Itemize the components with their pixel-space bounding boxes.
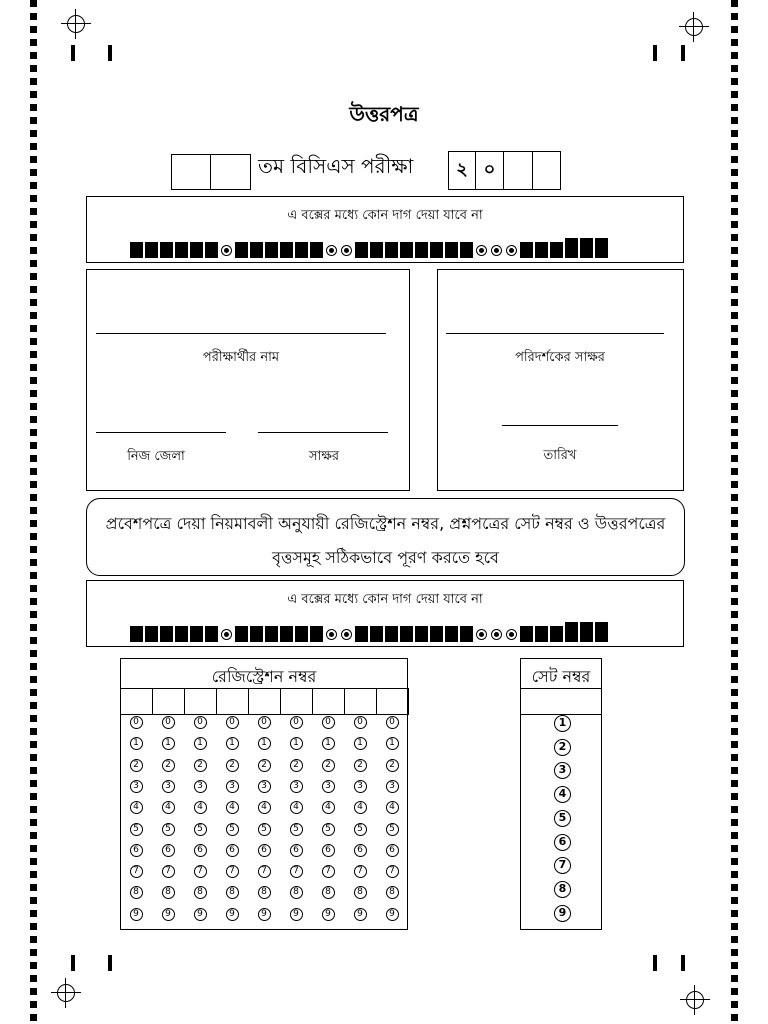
registration-bubble[interactable]: 3 [130,780,143,793]
set-number-bubble[interactable]: 7 [554,857,571,874]
instruction-line-1: প্রবেশপত্রে দেয়া নিয়মাবলী অনুযায়ী রেজিস্ট্রেশন নম্বর, প্রশ্নপত্রের সেট নম্বর ও উত্তরপত্রের [105,514,666,533]
barcode-bar [445,242,458,258]
barcode-top [130,238,608,258]
barcode-bar [520,242,533,258]
barcode-circle [326,629,337,640]
registration-bubble[interactable]: 2 [226,759,239,772]
set-number-bubble[interactable]: 1 [554,715,571,732]
registration-entry-cell[interactable] [120,688,153,715]
registration-bubble[interactable]: 8 [290,886,303,899]
registration-bubble[interactable]: 0 [130,716,143,729]
registration-mark-top-right [679,12,709,42]
candidate-signature-label: সাক্ষর [308,449,340,464]
registration-bubble[interactable]: 1 [130,737,143,750]
barcode-bar [160,242,173,258]
registration-bubble[interactable]: 3 [194,780,207,793]
alignment-tick [681,955,685,971]
barcode-bar [280,242,293,258]
registration-bubble[interactable]: 8 [226,886,239,899]
barcode-bar [145,626,158,642]
registration-bubble[interactable]: 6 [162,844,175,857]
registration-bubble[interactable]: 3 [322,780,335,793]
alignment-tick [71,45,75,61]
barcode-circle [326,245,337,256]
registration-bubble[interactable]: 0 [226,716,239,729]
barcode-circle [221,245,232,256]
instruction-line-2: বৃত্তসমূহ সঠিকভাবে পূরণ করতে হবে [272,548,499,567]
registration-bubble[interactable]: 4 [194,801,207,814]
barcode-bar [580,622,593,642]
registration-bubble[interactable]: 6 [130,844,143,857]
barcode-bar [295,626,308,642]
year-digit-box[interactable]: ২ [448,151,476,190]
registration-bubble[interactable]: 1 [226,737,239,750]
registration-bubble[interactable]: 3 [258,780,271,793]
registration-bubble[interactable]: 5 [290,823,303,836]
registration-bubble[interactable]: 7 [162,865,175,878]
registration-bubble[interactable]: 0 [162,716,175,729]
registration-entry-cell[interactable] [344,688,377,715]
alignment-tick [653,955,657,971]
barcode-circle [221,629,232,640]
barcode-bar [310,626,323,642]
registration-bubble[interactable]: 6 [226,844,239,857]
registration-bubble[interactable]: 4 [386,801,399,814]
invigilator-signature-label: পরিদর্শকের সাক্ষর [515,350,605,365]
registration-bubble[interactable]: 4 [162,801,175,814]
registration-mark-bottom-right [680,985,710,1015]
registration-bubble[interactable]: 8 [354,886,367,899]
barcode-bar [265,626,278,642]
registration-bubble[interactable]: 2 [258,759,271,772]
barcode-bar [385,242,398,258]
registration-bubble[interactable]: 3 [162,780,175,793]
registration-bubble[interactable]: 4 [354,801,367,814]
barcode-bar [310,242,323,258]
registration-bubble[interactable]: 6 [354,844,367,857]
registration-bubble[interactable]: 8 [258,886,271,899]
registration-bubble[interactable]: 5 [258,823,271,836]
barcode-circle [491,245,502,256]
barcode-bar [385,626,398,642]
date-line[interactable] [502,425,618,426]
registration-bubble[interactable]: 4 [226,801,239,814]
registration-bubble[interactable]: 6 [258,844,271,857]
registration-bubble[interactable]: 3 [226,780,239,793]
barcode-bar [175,626,188,642]
barcode-bar [580,238,593,258]
registration-bubble[interactable]: 9 [162,908,175,921]
barcode-bar [250,626,263,642]
registration-bubble[interactable]: 6 [194,844,207,857]
barcode-bottom [130,622,608,642]
set-number-entry-box[interactable] [520,688,602,715]
barcode-circle [506,245,517,256]
registration-entry-cell[interactable] [248,688,281,715]
barcode-bar [280,626,293,642]
registration-bubble[interactable]: 8 [322,886,335,899]
barcode-bar [355,626,368,642]
registration-entry-cell[interactable] [280,688,313,715]
candidate-signature-line[interactable] [258,432,388,433]
barcode-bar [445,626,458,642]
timing-strip-right [731,0,738,1024]
barcode-bar [250,242,263,258]
barcode-bar [415,242,428,258]
year-digit-box[interactable] [503,151,533,190]
set-number-bubble[interactable]: 2 [554,739,571,756]
barcode-bar [595,238,608,258]
barcode-bar [235,626,248,642]
no-mark-note: এ বক্সের মধ্যে কোন দাগ দেয়া যাবে না [287,208,483,223]
registration-bubble[interactable]: 7 [354,865,367,878]
registration-bubble[interactable]: 9 [194,908,207,921]
registration-bubble[interactable]: 8 [386,886,399,899]
set-number-bubble[interactable]: 4 [554,786,571,803]
registration-bubble[interactable]: 5 [130,823,143,836]
exam-label: তম বিসিএস পরীক্ষা [258,154,414,178]
registration-entry-cell[interactable] [216,688,249,715]
registration-bubble[interactable]: 5 [162,823,175,836]
registration-bubble[interactable]: 1 [194,737,207,750]
registration-bubble[interactable]: 0 [258,716,271,729]
barcode-bar [535,242,548,258]
registration-bubble[interactable]: 2 [354,759,367,772]
registration-bubble[interactable]: 4 [290,801,303,814]
barcode-bar [145,242,158,258]
barcode-bar [130,242,143,258]
barcode-bar [550,626,563,642]
barcode-bar [430,626,443,642]
registration-label: রেজিস্ট্রেশন নম্বর [211,667,317,686]
alignment-tick [681,45,685,61]
alignment-tick [108,45,112,61]
registration-bubble[interactable]: 7 [226,865,239,878]
registration-bubble[interactable]: 8 [130,886,143,899]
candidate-name-line[interactable] [96,333,386,334]
barcode-bar [370,626,383,642]
barcode-bar [295,242,308,258]
registration-bubble[interactable]: 5 [354,823,367,836]
registration-bubble[interactable]: 4 [322,801,335,814]
exam-number-box-2[interactable] [210,154,251,190]
registration-bubble[interactable]: 9 [290,908,303,921]
registration-bubble[interactable]: 9 [322,908,335,921]
registration-bubble[interactable]: 5 [226,823,239,836]
registration-bubble[interactable]: 5 [322,823,335,836]
registration-entry-cell[interactable] [312,688,345,715]
registration-bubble[interactable]: 0 [386,716,399,729]
barcode-bar [415,626,428,642]
instruction-box [86,498,685,576]
year-digit-box[interactable]: ০ [475,151,504,190]
alignment-tick [108,955,112,971]
registration-bubble[interactable]: 4 [130,801,143,814]
barcode-circle [341,629,352,640]
barcode-bar [205,242,218,258]
page-title: উত্তরপত্র [349,102,419,126]
registration-bubble[interactable]: 9 [386,908,399,921]
set-number-bubble[interactable]: 5 [554,810,571,827]
registration-bubble[interactable]: 7 [258,865,271,878]
barcode-bar [265,242,278,258]
registration-bubble[interactable]: 1 [386,737,399,750]
registration-bubble[interactable]: 1 [354,737,367,750]
barcode-circle [491,629,502,640]
barcode-circle [506,629,517,640]
barcode-bar [565,238,578,258]
set-number-bubble[interactable]: 8 [554,881,571,898]
barcode-circle [341,245,352,256]
barcode-bar [175,242,188,258]
barcode-bar [595,622,608,642]
barcode-bar [160,626,173,642]
registration-bubble[interactable]: 3 [290,780,303,793]
district-line[interactable] [96,432,226,433]
registration-bubble[interactable]: 0 [322,716,335,729]
registration-bubble[interactable]: 9 [354,908,367,921]
alignment-tick [71,955,75,971]
registration-bubble[interactable]: 7 [130,865,143,878]
registration-bubble[interactable]: 0 [354,716,367,729]
registration-bubble[interactable]: 3 [386,780,399,793]
barcode-bar [460,242,473,258]
registration-bubble[interactable]: 0 [194,716,207,729]
set-number-bubble[interactable]: 3 [554,762,571,779]
registration-mark-bottom-left [51,978,81,1008]
registration-entry-cell[interactable] [184,688,217,715]
year-digit-box[interactable] [532,151,561,190]
registration-bubble[interactable]: 2 [162,759,175,772]
registration-bubble[interactable]: 0 [290,716,303,729]
registration-bubble[interactable]: 6 [290,844,303,857]
set-number-bubble[interactable]: 9 [554,905,571,922]
candidate-name-label: পরীক্ষার্থীর নাম [202,350,280,365]
barcode-bar [460,626,473,642]
barcode-bar [235,242,248,258]
registration-entry-cell[interactable] [152,688,185,715]
registration-bubble[interactable]: 1 [258,737,271,750]
registration-bubble[interactable]: 7 [386,865,399,878]
district-label: নিজ জেলা [127,449,185,464]
registration-bubble[interactable]: 1 [322,737,335,750]
registration-bubble[interactable]: 9 [130,908,143,921]
registration-bubble[interactable]: 1 [162,737,175,750]
barcode-bar [130,626,143,642]
barcode-circle [476,629,487,640]
registration-bubble[interactable]: 6 [386,844,399,857]
registration-bubble[interactable]: 2 [386,759,399,772]
registration-bubble[interactable]: 5 [386,823,399,836]
date-label: তারিখ [543,448,577,463]
registration-bubble[interactable]: 2 [130,759,143,772]
barcode-circle [476,245,487,256]
barcode-bar [355,242,368,258]
barcode-bar [565,622,578,642]
registration-bubble[interactable]: 2 [322,759,335,772]
set-number-label: সেট নম্বর [531,667,591,686]
registration-bubble[interactable]: 4 [258,801,271,814]
barcode-bar [430,242,443,258]
timing-strip-left [30,0,37,1024]
registration-header [120,658,408,689]
barcode-bar [205,626,218,642]
barcode-bar [550,242,563,258]
barcode-bar [520,626,533,642]
registration-bubble[interactable]: 8 [194,886,207,899]
barcode-bar [400,626,413,642]
no-mark-note: এ বক্সের মধ্যে কোন দাগ দেয়া যাবে না [287,592,483,607]
barcode-bar [190,242,203,258]
registration-bubble[interactable]: 9 [258,908,271,921]
registration-mark-top-left [61,9,91,39]
registration-bubble[interactable]: 9 [226,908,239,921]
registration-bubble[interactable]: 7 [194,865,207,878]
barcode-bar [190,626,203,642]
invigilator-signature-line[interactable] [446,333,664,334]
registration-entry-cell[interactable] [376,688,409,715]
registration-bubble[interactable]: 2 [194,759,207,772]
registration-bubble[interactable]: 1 [290,737,303,750]
set-number-header [520,658,602,689]
barcode-bar [535,626,548,642]
barcode-bar [370,242,383,258]
registration-bubble[interactable]: 7 [322,865,335,878]
registration-bubble[interactable]: 5 [194,823,207,836]
set-number-bubble[interactable]: 6 [554,834,571,851]
registration-bubble[interactable]: 3 [354,780,367,793]
exam-number-box-1[interactable] [171,154,211,190]
barcode-bar [400,242,413,258]
registration-bubble[interactable]: 8 [162,886,175,899]
registration-bubble[interactable]: 6 [322,844,335,857]
registration-bubble[interactable]: 7 [290,865,303,878]
registration-bubble[interactable]: 2 [290,759,303,772]
alignment-tick [653,45,657,61]
